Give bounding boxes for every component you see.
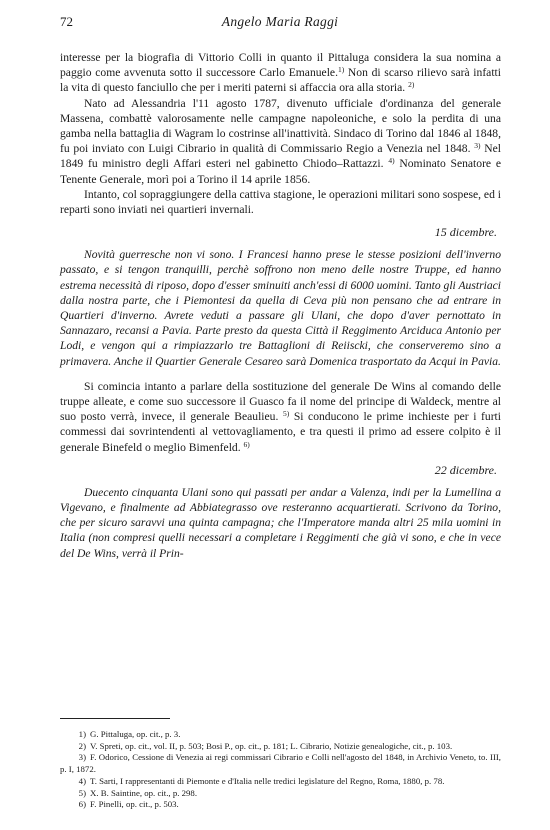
footnote [60,776,501,788]
running-title: Angelo Maria Raggi [221,14,339,29]
footnote-number: 2) [78,740,86,751]
footnote [60,741,501,753]
paragraph-biography [60,96,501,187]
footnote-ref: 5) [282,409,290,419]
paragraph-text: interesse per la biografia di Vittorio Colli in quanto il Pittaluga considera la sua nomina a paggio come avvenuta sotto il successore Carlo Emanuele. [60,51,501,80]
footnote-text: T. Sarti, I rappresentanti di Piemonte e d'Italia nelle tredici legislature del Regno, Roma, 1880, p. 78. [90,775,445,786]
paragraph-text: Si conducono le prime inchieste per i furti commessi dai sovrintendenti al vettovagliamento, e tra questi il primo ad essere colpito è il generale Binefeld o meglio Bimenfeld. [60,410,502,454]
paragraph-text: Nato ad Alessandria l'11 agosto 1787, divenuto ufficiale d'ordinanza del generale Massena, combattè valorosamente nelle campagne napoleoniche, e solo la perdita di una gamba nella battaglia di Wagram lo costrinse all'inattività. Sindaco di Torino dal 1846 al 1848, fu poi inviato con Luigi Cibrario in qualità di Commissario Regio a Venezia nel 1848. [60,96,501,156]
footnotes [60,729,501,811]
footnote-number: 5) [78,787,86,798]
page-body [60,50,501,561]
footnote-separator [60,718,170,719]
footnote-number: 3) [78,752,86,763]
footnote-number: 1) [78,729,86,739]
footnote-ref: 2) [408,80,415,90]
footnote-number: 6) [78,799,86,810]
quoted-letter: Novità guerresche non vi sono. I Francesi hanno prese le stesse posizioni dell'inverno passato, e si tengon tranquilli, perchè soffrono non meno delle nostre Truppe, ed hanno estrema necessità di riposo, dopo d'esser sminuiti anch'essi di 6000 uomini. Tanto gli Austriaci dalla nostra parte, che i Piemontesi da quella di Ceva più non pensano che ad entrare in Quartieri d'inverno. Avrete veduti a passare gli Ulani, che dopo d'aver pernottato in Sannazaro, recansi a Pavia. Parte presto da questa Città il Reggimento Arciduca Antonio per Lodi, e vengon qui a rimpiazzarlo tre Battaglioni di Reiiscki, che conserveremo sino a primavera. Anche il Quartier Generale Cesareo sarà Domenica trasportato da Acqui in Pavia. [60,248,501,368]
paragraph-text: Non di scarso rilievo sarà infatti la vita di questo fanciullo che per i meriti paterni si affaccia ora alla storia. [60,66,501,95]
paragraph-text: Nel 1849 fu ministro degli Affari esteri nel gabinetto Chiodo–Rattazzi. [60,142,502,171]
footnote-ref: 1) [337,65,345,75]
date-heading: 15 dicembre. [434,225,497,240]
footnote-ref: 4) [388,156,395,166]
footnote-text: F. Odorico, Cessione di Venezia ai regi commissari Cibrario e Colli nell'agosto del 1848, in Archivio Veneto, to. III, p. I, 1872. [60,752,501,775]
footnote [60,788,501,800]
paragraph-text: Nominato Senatore e Tenente Generale, morì poi a Torino il 14 aprile 1856. [60,157,501,186]
paragraph-text: Si comincia intanto a parlare della sostituzione del generale De Wins al comando delle truppe alleate, e come suo successore il Guasco fa il nome del principe di Waldeck, mentre al suo posto verrà, invece, il generale Beaulieu. [60,379,501,424]
footnote-ref: 3) [474,141,481,151]
footnote [60,729,501,741]
footnote-text: X. B. Saintine, op. cit., p. 298. [90,787,198,798]
footnote-number: 4) [78,775,86,786]
footnote-text: F. Pinelli, op. cit., p. 503. [90,799,179,810]
footnote [60,752,501,775]
footnote-text: G. Pittaluga, op. cit., p. 3. [90,729,181,739]
footnote-text: V. Spreti, op. cit., vol. II, p. 503; Bosi P., op. cit., p. 181; L. Cibrario, Notizie genealogiche, cit., p. 103. [90,740,453,751]
page-header [60,14,500,32]
quoted-letter: Duecento cinquanta Ulani sono qui passati per andar a Valenza, indi per la Lumellina a Vigevano, e finalmente ad Abbiategrasso ove resteranno acquartierati. Scrivono da Torino, che per sicuro saravvi una quinta campagna; che l'Imperatore manda altri 25 mila uomini in Italia (non compresi quelli necessari a completare i Reggimenti che già vi sono, e che in vece del De Wins, verrà il Prin- [60,485,501,560]
footnote-ref: 6) [243,439,250,449]
footnote [60,799,501,811]
page-number: 72 [60,14,73,29]
paragraph-winter: Intanto, col sopraggiungere della cattiva stagione, le operazioni militari sono sospese, ed i reparti sono inviati nei quartieri invernali. [60,187,501,217]
paragraph-succession [60,379,501,455]
paragraph-continuation [60,50,501,96]
date-heading: 22 dicembre. [434,462,497,477]
